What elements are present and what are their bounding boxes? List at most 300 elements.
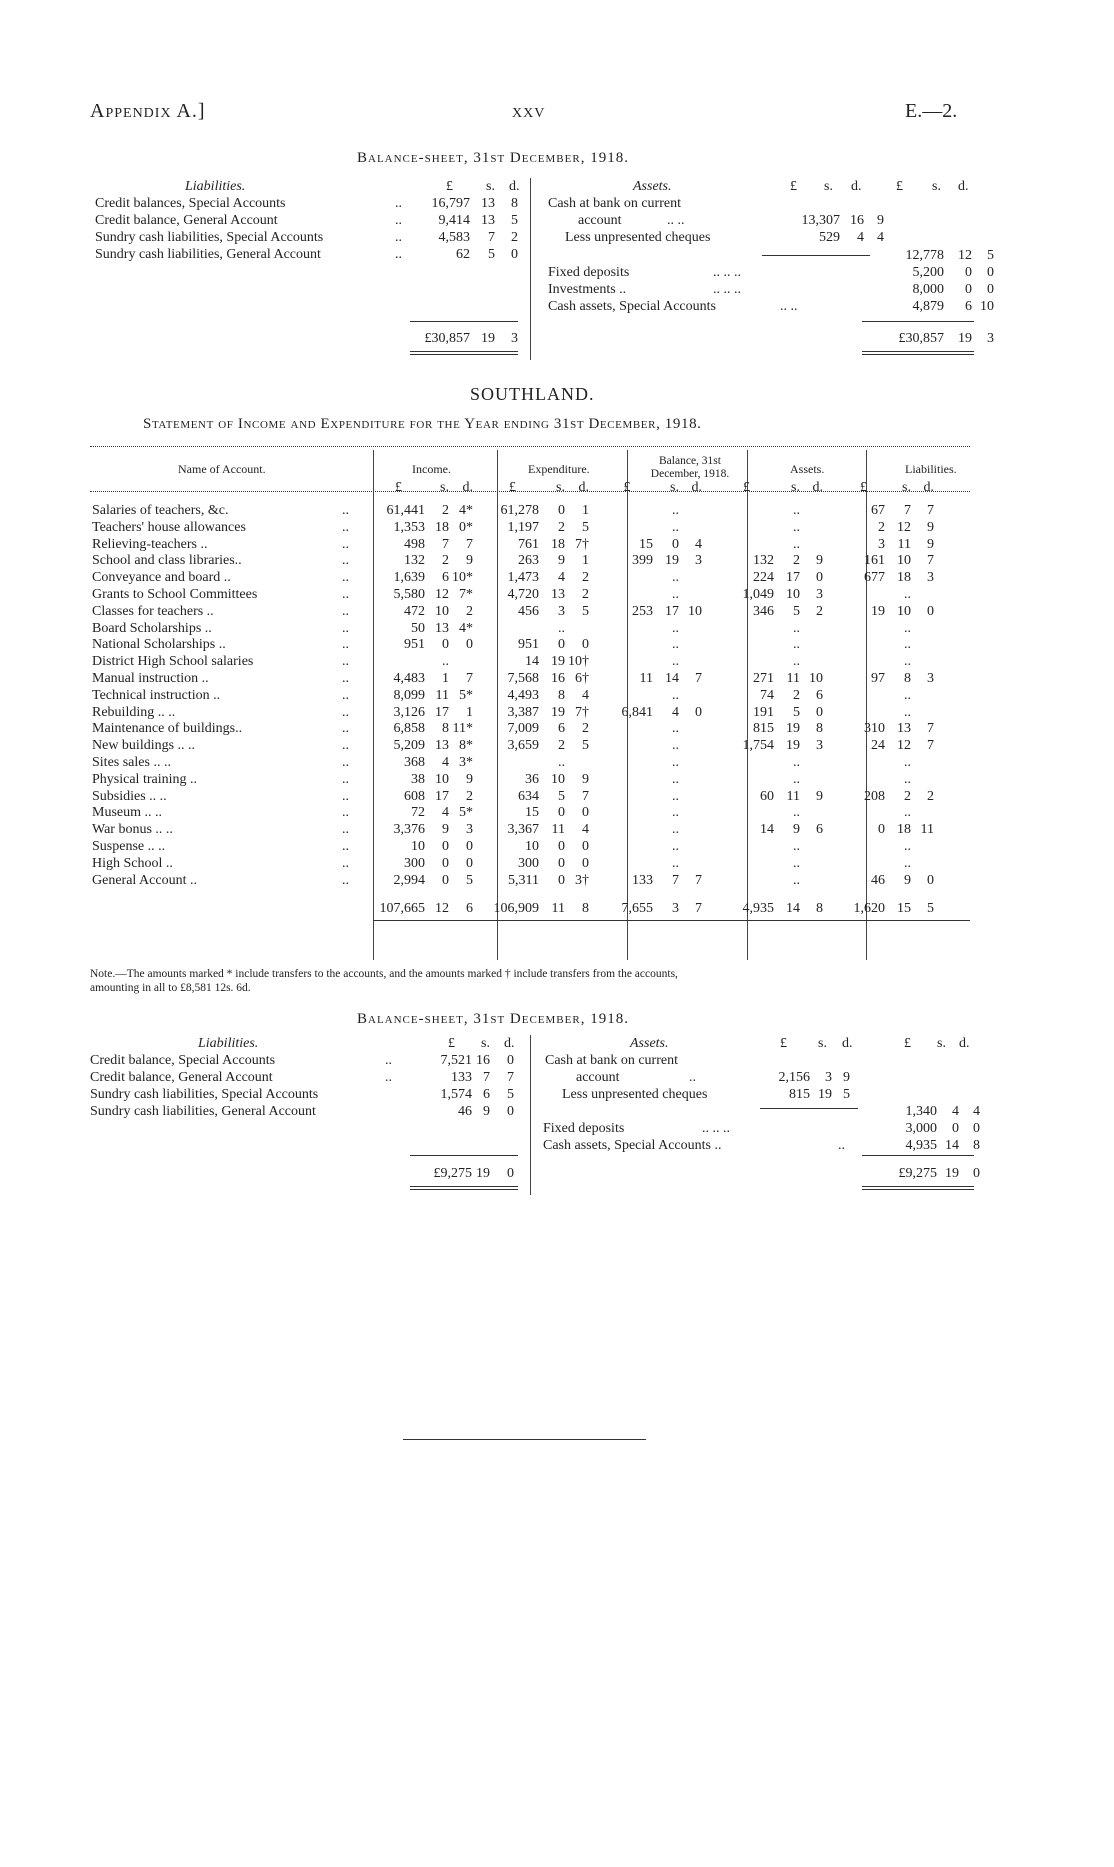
liabilities-pence: 0 xyxy=(927,872,934,888)
account-name: Salaries of teachers, &c. xyxy=(92,503,229,518)
liabilities-pounds xyxy=(842,621,885,638)
unit-shillings: s. xyxy=(440,480,449,495)
balance-shillings: 0 xyxy=(672,536,679,552)
total-rule xyxy=(862,321,974,322)
expenditure-shillings: 16 xyxy=(551,670,565,686)
assets-shillings: .. xyxy=(793,503,800,518)
table-row xyxy=(92,772,934,789)
balance-shillings: .. xyxy=(672,721,679,737)
income-pence: 5 xyxy=(466,872,473,888)
cell-gap xyxy=(823,654,842,671)
expenditure-pounds: 15 xyxy=(525,805,539,821)
assets-shillings: .. xyxy=(793,654,800,670)
liabilities-pounds xyxy=(842,805,885,822)
balance-pounds xyxy=(601,738,653,755)
column-header-liabilities: Liabilities. xyxy=(905,462,957,476)
expenditure-pounds: 1,473 xyxy=(507,570,539,586)
cell-gap xyxy=(473,654,486,671)
leader-dots: .. xyxy=(342,603,349,619)
assets-total-pence: 8 xyxy=(816,901,823,917)
balance-pence: 10 xyxy=(688,603,702,619)
cell-gap xyxy=(823,839,842,856)
liabilities-total-pence: 3 xyxy=(511,331,518,346)
less-cheques-label: Less unpresented cheques xyxy=(562,1087,708,1102)
page-end-rule xyxy=(403,1439,646,1440)
assets-shillings: 2 xyxy=(793,687,800,703)
income-shillings: 9 xyxy=(442,822,449,838)
leader-dots: .. xyxy=(395,230,402,245)
liabilities-pence xyxy=(911,805,934,822)
cell-gap xyxy=(823,705,842,722)
assets-shillings: 9 xyxy=(793,822,800,838)
liabilities-pence xyxy=(911,772,934,789)
unit-pence: d. xyxy=(923,480,934,495)
balance-pounds xyxy=(601,772,653,789)
cell-gap xyxy=(473,520,486,537)
cell-gap xyxy=(823,503,842,520)
cell-gap xyxy=(342,901,372,918)
cash-at-bank-label: account xyxy=(578,213,622,228)
assets-pounds: 1,049 xyxy=(742,586,774,602)
income-pence: 9 xyxy=(466,553,473,569)
cell-gap xyxy=(473,621,486,638)
leader-dots: .. xyxy=(342,855,349,871)
balance-shillings: .. xyxy=(672,855,679,871)
unit-pound: £ xyxy=(395,480,402,495)
table-row xyxy=(92,805,934,822)
expenditure-shillings: 4 xyxy=(558,570,565,586)
income-pounds: 3,376 xyxy=(393,822,425,838)
balance-pence xyxy=(679,789,702,806)
expenditure-pence: 5 xyxy=(582,519,589,535)
cell-gap xyxy=(589,570,601,587)
shillings-value: 0 xyxy=(952,1121,959,1136)
liabilities-shillings: .. xyxy=(904,637,911,653)
balance-pence: 4 xyxy=(695,536,702,552)
expenditure-shillings: 0 xyxy=(558,872,565,888)
pounds-value: 13,307 xyxy=(801,213,840,228)
income-pounds: 3,126 xyxy=(393,704,425,720)
double-rule xyxy=(862,1186,974,1187)
cell-gap xyxy=(473,570,486,587)
liabilities-heading: Liabilities. xyxy=(198,1036,259,1051)
leader-dots: .. xyxy=(395,247,402,262)
liability-label: Sundry cash liabilities, Special Accounts xyxy=(95,230,324,245)
income-pounds: 368 xyxy=(404,754,425,770)
expenditure-shillings: 2 xyxy=(558,738,565,754)
income-expenditure-table xyxy=(92,473,934,918)
liabilities-total-pence: 5 xyxy=(927,901,934,917)
assets-shillings: .. xyxy=(793,838,800,854)
cell-gap xyxy=(589,503,601,520)
account-name: New buildings .. .. xyxy=(92,738,196,754)
income-pounds: 1,353 xyxy=(393,519,425,535)
assets-total-shillings: 19 xyxy=(945,1166,959,1181)
account-name: Conveyance and board .. xyxy=(92,570,231,586)
liability-label: Credit balance, General Account xyxy=(95,213,278,228)
table-row xyxy=(92,873,934,890)
expenditure-pounds: 634 xyxy=(518,788,539,804)
cell-gap xyxy=(702,755,719,772)
liabilities-pounds xyxy=(842,637,885,654)
unit-pound: £ xyxy=(623,480,631,495)
leader-dots: .. xyxy=(838,1138,845,1153)
cell-gap xyxy=(473,688,486,705)
document-code: E.—2. xyxy=(905,100,958,122)
cell-gap xyxy=(589,839,601,856)
assets-pounds xyxy=(719,873,774,890)
income-total-shillings: 12 xyxy=(435,901,449,917)
assets-pounds: 132 xyxy=(753,553,774,569)
cell-gap xyxy=(823,688,842,705)
table-row xyxy=(92,738,934,755)
expenditure-pence: 2 xyxy=(582,721,589,737)
account-name: Museum .. .. xyxy=(92,805,162,821)
leader-dots: .. xyxy=(342,788,349,804)
assets-pence: 6 xyxy=(816,687,823,703)
income-pounds: 5,580 xyxy=(393,586,425,602)
leader-dots: .. xyxy=(342,738,349,754)
income-pounds: 8,099 xyxy=(393,687,425,703)
liabilities-pence: 11 xyxy=(920,822,934,838)
shillings-value: 7 xyxy=(488,230,495,245)
cell-gap xyxy=(702,587,719,604)
column-divider xyxy=(530,178,531,360)
pence-value: 7 xyxy=(507,1070,514,1085)
cell-gap xyxy=(589,738,601,755)
currency-shillings: s. xyxy=(932,179,941,194)
assets-pence xyxy=(800,621,823,638)
income-shillings: 18 xyxy=(435,519,449,535)
double-rule xyxy=(862,1189,974,1190)
cell-gap xyxy=(702,621,719,638)
expenditure-pounds: 5,311 xyxy=(508,872,539,888)
assets-pounds: 346 xyxy=(753,603,774,619)
cell-gap xyxy=(589,688,601,705)
cell-gap xyxy=(589,772,601,789)
liabilities-pounds: 3 xyxy=(878,536,885,552)
liabilities-pence xyxy=(911,839,934,856)
cell-gap xyxy=(823,873,842,890)
expenditure-pence: 0 xyxy=(582,855,589,871)
income-pence: 4* xyxy=(459,503,473,518)
cell-gap xyxy=(823,822,842,839)
assets-pence xyxy=(800,503,823,520)
unit-pound: £ xyxy=(860,480,867,495)
income-shillings: .. xyxy=(442,654,449,670)
income-pence: 5* xyxy=(459,687,473,703)
liability-label: Credit balance, General Account xyxy=(90,1070,273,1085)
cash-at-bank-label: Cash at bank on current xyxy=(548,196,681,211)
asset-label: Fixed deposits xyxy=(543,1121,625,1136)
cell-gap xyxy=(823,520,842,537)
table-row xyxy=(92,721,934,738)
balance-pounds xyxy=(601,570,653,587)
less-cheques-label: Less unpresented cheques xyxy=(565,230,711,245)
table-row xyxy=(92,637,934,654)
cell-gap xyxy=(589,587,601,604)
pence-value: 2 xyxy=(511,230,518,245)
unit-shillings: s. xyxy=(902,480,911,495)
asset-label: Fixed deposits xyxy=(548,265,630,280)
assets-pounds xyxy=(719,839,774,856)
leader-dots: .. xyxy=(342,570,349,586)
income-pence: 10* xyxy=(452,570,473,586)
liabilities-pounds: 310 xyxy=(864,721,885,737)
expenditure-pence: 7† xyxy=(575,536,589,552)
assets-pence: 3 xyxy=(816,738,823,754)
assets-pounds xyxy=(719,654,774,671)
balance-shillings: 19 xyxy=(665,553,679,569)
liabilities-pounds: 0 xyxy=(878,822,885,838)
currency-pound: £ xyxy=(780,1036,787,1051)
liabilities-total-pounds: 1,620 xyxy=(853,901,885,917)
expenditure-pence: 5 xyxy=(582,603,589,619)
income-pounds: 2,994 xyxy=(393,872,425,888)
expenditure-shillings: 19 xyxy=(551,654,565,670)
liabilities-shillings: .. xyxy=(904,620,911,636)
balance-pounds xyxy=(601,805,653,822)
balance-shillings: .. xyxy=(672,805,679,821)
expenditure-pence: 3† xyxy=(575,872,589,888)
table-row xyxy=(92,537,934,554)
income-shillings: 8 xyxy=(442,721,449,737)
leader-dots: .. xyxy=(342,872,349,888)
expenditure-pence: 1 xyxy=(582,503,589,518)
balance-pence xyxy=(679,688,702,705)
table-row xyxy=(92,654,934,671)
liability-label: Credit balance, Special Accounts xyxy=(90,1053,276,1068)
balance-pence xyxy=(679,520,702,537)
income-shillings: 0 xyxy=(442,838,449,854)
liabilities-pounds: 97 xyxy=(871,670,885,686)
cell-gap xyxy=(342,473,372,503)
income-pounds: 498 xyxy=(404,536,425,552)
currency-pence: d. xyxy=(504,1036,515,1051)
balance-pounds xyxy=(601,789,653,806)
cell-gap xyxy=(823,671,842,688)
expenditure-pounds: 1,197 xyxy=(507,519,539,535)
income-pounds: 61,441 xyxy=(386,503,425,518)
shillings-value: 16 xyxy=(850,213,864,228)
unit-pound: £ xyxy=(743,480,750,495)
assets-pence xyxy=(800,805,823,822)
liabilities-pounds xyxy=(842,654,885,671)
balance-sheet-title: Balance-sheet, 31st December, 1918. xyxy=(357,150,629,166)
income-pence: 4* xyxy=(459,620,473,636)
expenditure-shillings: 13 xyxy=(551,586,565,602)
liabilities-pounds: 161 xyxy=(864,553,885,569)
currency-pound: £ xyxy=(904,1036,911,1051)
income-shillings: 4 xyxy=(442,754,449,770)
leader-dots: .. .. xyxy=(780,299,798,314)
assets-shillings: .. xyxy=(793,637,800,653)
expenditure-pounds: 3,367 xyxy=(507,822,539,838)
liabilities-shillings: .. xyxy=(904,586,911,602)
liabilities-pounds xyxy=(842,755,885,772)
shillings-value: 4 xyxy=(952,1104,959,1119)
expenditure-shillings: 6 xyxy=(558,721,565,737)
liabilities-shillings: 7 xyxy=(904,503,911,518)
income-pence: 9 xyxy=(466,771,473,787)
account-name: Board Scholarships .. xyxy=(92,620,212,636)
expenditure-shillings: 0 xyxy=(558,637,565,653)
cell-gap xyxy=(589,705,601,722)
expenditure-pounds: 300 xyxy=(518,855,539,871)
pence-value: 9 xyxy=(843,1070,850,1085)
table-gap-row xyxy=(92,889,934,901)
income-shillings: 13 xyxy=(435,620,449,636)
cell-gap xyxy=(823,473,842,503)
expenditure-pounds: 36 xyxy=(525,771,539,787)
shillings-value: 0 xyxy=(965,282,972,297)
currency-pound: £ xyxy=(448,1036,455,1051)
total-rule xyxy=(410,1155,518,1156)
unit-shillings: s. xyxy=(556,480,565,495)
cell-gap xyxy=(589,671,601,688)
liability-label: Sundry cash liabilities, Special Accounts xyxy=(90,1087,319,1102)
pounds-value: 62 xyxy=(456,247,470,262)
expenditure-shillings: 8 xyxy=(558,687,565,703)
expenditure-pence: 6† xyxy=(575,670,589,686)
liabilities-shillings: .. xyxy=(904,687,911,703)
cell-gap xyxy=(473,721,486,738)
cell-gap xyxy=(473,873,486,890)
assets-pounds xyxy=(719,772,774,789)
shillings-value: 9 xyxy=(483,1104,490,1119)
cell-gap xyxy=(473,755,486,772)
leader-dots: .. xyxy=(342,838,349,854)
liabilities-total-pence: 0 xyxy=(507,1166,514,1181)
balance-shillings: 4 xyxy=(672,704,679,720)
liabilities-shillings: .. xyxy=(904,754,911,770)
liabilities-shillings: 11 xyxy=(897,536,911,552)
liabilities-pence xyxy=(911,688,934,705)
leader-dots: .. xyxy=(342,519,349,535)
expenditure-pence: 0 xyxy=(582,838,589,854)
income-pence: 11* xyxy=(452,721,473,737)
liabilities-pence: 2 xyxy=(927,788,934,804)
income-shillings: 13 xyxy=(435,738,449,754)
balance-total-pence: 7 xyxy=(695,901,702,917)
shillings-value: 6 xyxy=(483,1087,490,1102)
units-row xyxy=(92,473,934,503)
expenditure-pounds: 3,659 xyxy=(507,738,539,754)
cell-gap xyxy=(473,503,486,520)
income-pounds: 10 xyxy=(411,838,425,854)
pence-value: 4 xyxy=(973,1104,980,1119)
liabilities-pounds xyxy=(842,587,885,604)
cell-gap xyxy=(589,822,601,839)
currency-pence: d. xyxy=(842,1036,853,1051)
liabilities-pounds xyxy=(842,772,885,789)
assets-shillings: .. xyxy=(793,536,800,552)
balance-shillings: .. xyxy=(672,754,679,770)
liabilities-pence xyxy=(911,637,934,654)
balance-pounds xyxy=(601,621,653,638)
leader-dots: .. xyxy=(342,721,349,737)
unit-pence: d. xyxy=(691,480,702,495)
income-pence: 1 xyxy=(466,704,473,720)
cell-gap xyxy=(702,721,719,738)
balance-pounds xyxy=(601,856,653,873)
cell-gap xyxy=(702,772,719,789)
liabilities-shillings: 12 xyxy=(897,738,911,754)
cell-gap xyxy=(823,553,842,570)
balance-pounds xyxy=(601,637,653,654)
income-pence: 2 xyxy=(466,603,473,619)
liabilities-pence xyxy=(911,856,934,873)
assets-pence xyxy=(800,537,823,554)
expenditure-pounds: 761 xyxy=(518,536,539,552)
balance-shillings: .. xyxy=(672,570,679,586)
expenditure-shillings: .. xyxy=(558,754,565,770)
balance-shillings: .. xyxy=(672,503,679,518)
pence-value: 4 xyxy=(877,230,884,245)
expenditure-pence xyxy=(565,755,589,772)
leader-dots: .. xyxy=(342,586,349,602)
liabilities-total-pounds: £30,857 xyxy=(424,331,470,346)
shillings-value: 5 xyxy=(488,247,495,262)
cell-gap xyxy=(702,822,719,839)
liabilities-pence: 0 xyxy=(927,603,934,619)
expenditure-pence: 9 xyxy=(582,771,589,787)
expenditure-pounds: 10 xyxy=(525,838,539,854)
cell-gap xyxy=(702,738,719,755)
unit-pence: d. xyxy=(812,480,823,495)
currency-shillings: s. xyxy=(824,179,833,194)
currency-pound: £ xyxy=(446,179,453,194)
balance-shillings: .. xyxy=(672,637,679,653)
cell-gap xyxy=(823,570,842,587)
liabilities-pounds: 46 xyxy=(871,872,885,888)
cell-gap xyxy=(589,856,601,873)
expenditure-shillings: 0 xyxy=(558,855,565,871)
pounds-value: 9,414 xyxy=(438,213,470,228)
liabilities-pounds xyxy=(842,688,885,705)
assets-pence: 2 xyxy=(816,603,823,619)
currency-shillings: s. xyxy=(481,1036,490,1051)
liabilities-shillings: .. xyxy=(904,654,911,670)
cell-gap xyxy=(589,901,601,918)
balance-shillings: .. xyxy=(672,838,679,854)
double-rule xyxy=(410,354,518,355)
cell-gap xyxy=(473,671,486,688)
account-name: Sites sales .. .. xyxy=(92,754,171,770)
currency-pence: d. xyxy=(959,1036,970,1051)
cell-gap xyxy=(702,901,719,918)
assets-pence xyxy=(800,839,823,856)
cell-gap xyxy=(473,738,486,755)
cell-gap xyxy=(473,772,486,789)
expenditure-pence: 10† xyxy=(568,654,589,670)
double-rule xyxy=(410,351,518,352)
table-row xyxy=(92,671,934,688)
shillings-value: 6 xyxy=(965,299,972,314)
cell-gap xyxy=(702,856,719,873)
pence-value: 5 xyxy=(507,1087,514,1102)
income-pounds: 951 xyxy=(404,637,425,653)
assets-pence: 0 xyxy=(816,570,823,586)
expenditure-shillings: 0 xyxy=(558,503,565,518)
assets-shillings: .. xyxy=(793,519,800,535)
expenditure-shillings: 2 xyxy=(558,519,565,535)
pounds-value: 12,778 xyxy=(905,248,944,263)
pence-value: 5 xyxy=(511,213,518,228)
assets-pounds: 271 xyxy=(753,670,774,686)
account-name: Grants to School Committees xyxy=(92,586,258,602)
shillings-value: 13 xyxy=(481,196,495,211)
